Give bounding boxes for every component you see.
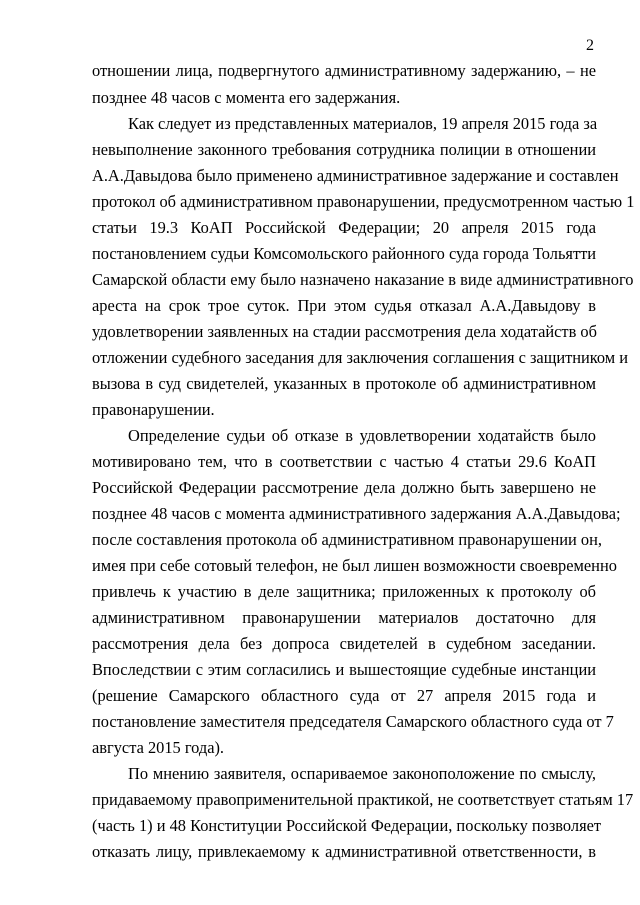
text-line: А.А.Давыдова было применено административное задержание и составлен bbox=[92, 166, 619, 185]
text-line: (решение Самарского областного суда от 27 апреля 2015 года и bbox=[92, 686, 596, 705]
text-line: отказать лицу, привлекаемому к административной ответственности, в bbox=[92, 842, 596, 861]
text-line: позднее 48 часов с момента его задержания. bbox=[92, 88, 401, 107]
text-line: отношении лица, подвергнутого административному задержанию, – не bbox=[92, 61, 596, 80]
text-line: вызова в суд свидетелей, указанных в протоколе об административном bbox=[92, 374, 596, 393]
text-line: после составления протокола об административном правонарушении он, bbox=[92, 530, 602, 549]
page-number: 2 bbox=[586, 37, 594, 54]
text-line: Как следует из представленных материалов, 19 апреля 2015 года за bbox=[128, 114, 598, 133]
text-line: статьи 19.3 КоАП Российской Федерации; 20 апреля 2015 года bbox=[92, 218, 596, 237]
text-line: правонарушении. bbox=[92, 400, 215, 419]
text-line: рассмотрения дела без допроса свидетелей в судебном заседании. bbox=[92, 634, 596, 653]
text-line: Российской Федерации рассмотрение дела должно быть завершено не bbox=[92, 478, 596, 497]
text-line: отложении судебного заседания для заключения соглашения с защитником и bbox=[92, 348, 629, 367]
text-line: По мнению заявителя, оспариваемое законоположение по смыслу, bbox=[128, 764, 596, 783]
text-line: (часть 1) и 48 Конституции Российской Федерации, поскольку позволяет bbox=[92, 816, 602, 835]
text-line: августа 2015 года). bbox=[92, 738, 225, 757]
text-line: придаваемому правоприменительной практикой, не соответствует статьям 17 bbox=[92, 790, 634, 809]
text-line: удовлетворении заявленных на стадии рассмотрения дела ходатайств об bbox=[92, 322, 597, 341]
text-line: позднее 48 часов с момента административного задержания А.А.Давыдова; bbox=[92, 504, 621, 523]
text-line: постановлением судьи Комсомольского районного суда города Тольятти bbox=[92, 244, 597, 263]
text-line: имея при себе сотовый телефон, не был лишен возможности своевременно bbox=[92, 556, 617, 575]
text-line: ареста на срок трое суток. При этом судья отказал А.А.Давыдову в bbox=[92, 296, 596, 315]
text-line: административном правонарушении материалов достаточно для bbox=[92, 608, 596, 627]
text-line: невыполнение законного требования сотрудника полиции в отношении bbox=[92, 140, 596, 159]
text-line: постановление заместителя председателя Самарского областного суда от 7 bbox=[92, 712, 614, 731]
text-line: мотивировано тем, что в соответствии с частью 4 статьи 29.6 КоАП bbox=[92, 452, 596, 471]
text-line: Самарской области ему было назначено наказание в виде административного bbox=[92, 270, 634, 289]
text-line: Впоследствии с этим согласились и вышестоящие судебные инстанции bbox=[92, 660, 596, 679]
text-line: Определение судьи об отказе в удовлетворении ходатайств было bbox=[128, 426, 596, 445]
text-line: привлечь к участию в деле защитника; приложенных к протоколу об bbox=[92, 582, 596, 601]
text-line: протокол об административном правонарушении, предусмотренном частью 1 bbox=[92, 192, 635, 211]
